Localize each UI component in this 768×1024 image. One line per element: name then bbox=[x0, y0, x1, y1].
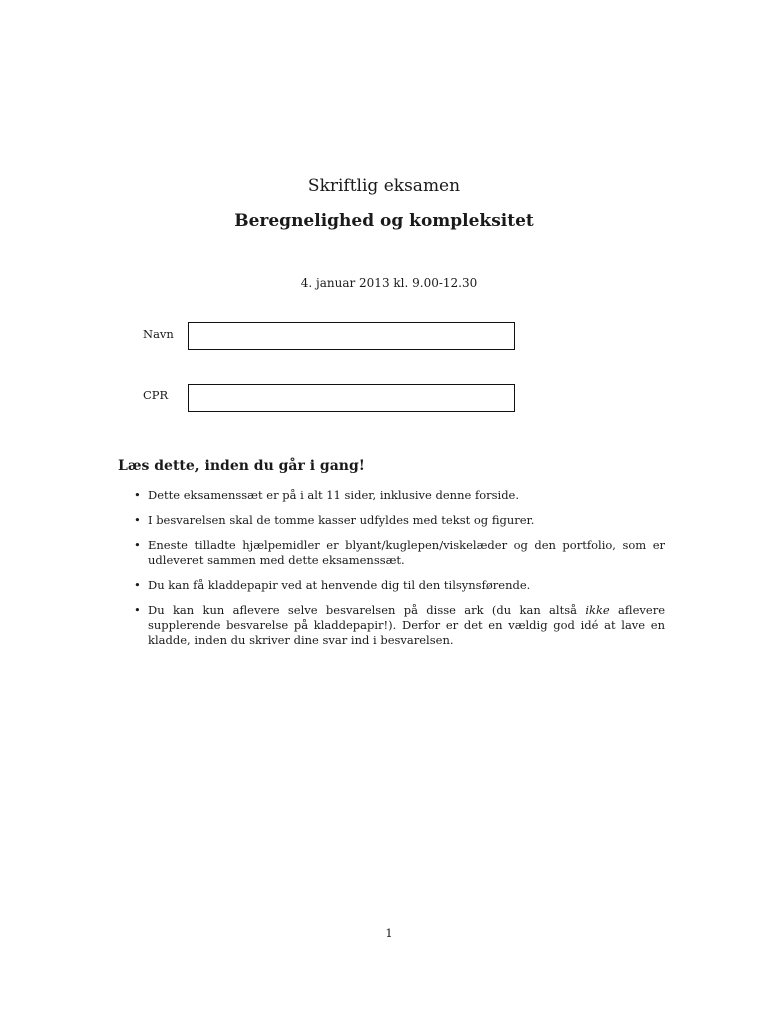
list-item-text: Du kan få kladdepapir ved at henvende dig til den tilsynsførende. bbox=[148, 578, 531, 592]
list-item bbox=[130, 538, 665, 568]
cpr-label: CPR bbox=[143, 388, 169, 402]
emphasis-text: ikke bbox=[585, 603, 610, 617]
list-item bbox=[130, 488, 665, 503]
page-number: 1 bbox=[385, 926, 393, 940]
exam-date: 4. januar 2013 kl. 9.00-12.30 bbox=[300, 276, 478, 290]
bullet-icon: • bbox=[134, 538, 141, 552]
bullet-icon: • bbox=[134, 578, 141, 592]
name-label: Navn bbox=[143, 327, 174, 341]
page-title: Skriftlig eksamen bbox=[307, 176, 461, 196]
list-item bbox=[130, 603, 665, 648]
bullet-icon: • bbox=[134, 513, 141, 527]
course-title: Beregnelighed og kompleksitet bbox=[234, 211, 534, 231]
list-item-text: Eneste tilladte hjælpemidler er blyant/kuglepen/viskelæder og den portfolio, som er udleveret sammen med dette eksamenssæt. bbox=[148, 538, 665, 567]
list-item-text-before: Du kan kun aflevere selve besvarelsen på disse ark (du kan altså bbox=[148, 603, 586, 617]
bullet-icon: • bbox=[134, 603, 141, 617]
list-item bbox=[130, 513, 665, 528]
instructions-list bbox=[130, 488, 665, 658]
list-item-text-after: aflevere supplerende besvarelse på kladdepapir!). Derfor er det en vældig god idé at lave en kladde, inden du skriver dine svar ind i besvarelsen. bbox=[148, 603, 665, 647]
list-item-text: I besvarelsen skal de tomme kasser udfyldes med tekst og figurer. bbox=[148, 513, 535, 527]
list-item-text: Dette eksamenssæt er på i alt 11 sider, inklusive denne forside. bbox=[148, 488, 520, 502]
bullet-icon: • bbox=[134, 488, 141, 502]
name-field[interactable] bbox=[188, 322, 515, 350]
instructions-heading: Læs dette, inden du går i gang! bbox=[118, 458, 365, 474]
cpr-field[interactable] bbox=[188, 384, 515, 412]
list-item bbox=[130, 578, 665, 593]
